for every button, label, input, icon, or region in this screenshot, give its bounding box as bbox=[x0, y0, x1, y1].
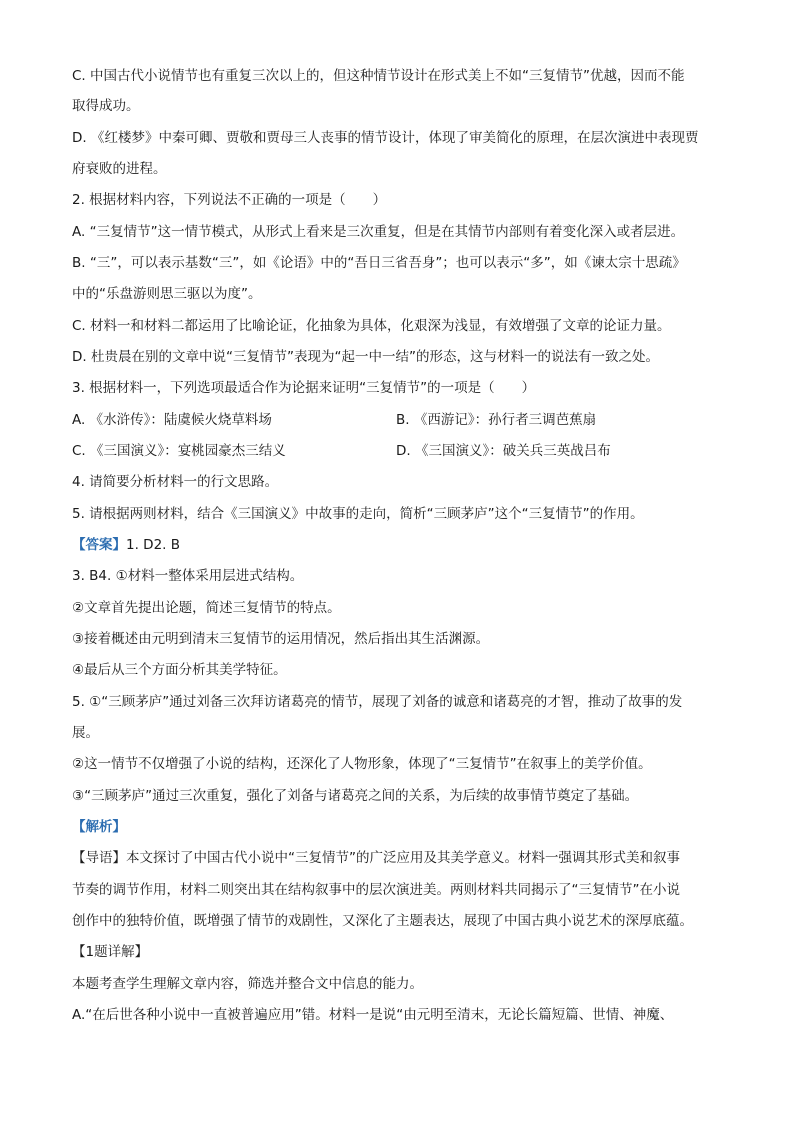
q2-option-b-line-1: B. “三”，可以表示基数“三”，如《论语》中的“吾日三省吾身”；也可以表示“多”，如《谏太宗十思疏》 bbox=[72, 255, 686, 271]
guide-line-1: 【导语】本文探讨了中国古代小说中“三复情节”的广泛应用及其美学意义。材料一强调其形式美和叙事 bbox=[72, 850, 680, 866]
answer-5-point-2: ②这一情节不仅增强了小说的结构，还深化了人物形象，体现了“三复情节”在叙事上的美学价值。 bbox=[72, 756, 652, 772]
q3-option-b: B. 《西游记》：孙行者三调芭蕉扇 bbox=[396, 412, 597, 428]
answer-5-point-1-line-1: 5. ①“三顾茅庐”通过刘备三次拜访诸葛亮的情节，展现了刘备的诚意和诸葛亮的才智，推动了故事的发 bbox=[72, 694, 683, 710]
answer-4-point-2: ②文章首先提出论题，简述三复情节的特点。 bbox=[72, 600, 341, 616]
answer-line bbox=[72, 535, 724, 555]
answer-4-point-3: ③接着概述由元明到清末三复情节的运用情况，然后指出其生活渊源。 bbox=[72, 631, 490, 647]
q2-option-d: D. 杜贵晨在别的文章中说“三复情节”表现为“起一中一结”的形态，这与材料一的说法有一致之处。 bbox=[72, 349, 659, 365]
analysis-tag: 【解析】 bbox=[72, 819, 126, 835]
question-5: 5. 请根据两则材料，结合《三国演义》中故事的走向，简析“三顾茅庐”这个“三复情节”的作用。 bbox=[72, 506, 644, 522]
answer-text: 1. D2. B bbox=[126, 537, 180, 553]
question-2: 2. 根据材料内容，下列说法不正确的一项是（ ） bbox=[72, 192, 387, 208]
answer-3-4: 3. B4. ①材料一整体采用层进式结构。 bbox=[72, 568, 304, 584]
option-d-line-2: 府衰败的进程。 bbox=[72, 161, 167, 177]
question-4: 4. 请简要分析材料一的行文思路。 bbox=[72, 474, 279, 490]
answer-tag: 【答案】 bbox=[72, 537, 126, 553]
option-d-line-1: D. 《红楼梦》中秦可卿、贾敬和贾母三人丧事的情节设计，体现了审美简化的原理，在层次演进中表现贾 bbox=[72, 130, 699, 146]
q2-option-a: A. “三复情节”这一情节模式，从形式上看来是三次重复，但是在其情节内部则有着变化深入或者层进。 bbox=[72, 224, 685, 240]
answer-5-point-1-line-2: 展。 bbox=[72, 725, 99, 741]
q3-options-row-2 bbox=[72, 441, 724, 461]
q3-option-a: A. 《水浒传》：陆虞候火烧草料场 bbox=[72, 412, 272, 428]
q2-option-c: C. 材料一和材料二都运用了比喻论证，化抽象为具体，化艰深为浅显，有效增强了文章的论证力量。 bbox=[72, 318, 671, 334]
q3-options-row-1 bbox=[72, 410, 724, 430]
q3-option-d: D. 《三国演义》：破关兵三英战吕布 bbox=[396, 443, 611, 459]
option-c-line-2: 取得成功。 bbox=[72, 98, 140, 114]
q2-option-b-line-2: 中的“乐盘游则思三驱以为度”。 bbox=[72, 286, 262, 302]
answer-4-point-4: ④最后从三个方面分析其美学特征。 bbox=[72, 662, 287, 678]
q1-detail-heading: 【1题详解】 bbox=[72, 944, 149, 960]
guide-line-2: 节奏的调节作用，材料二则突出其在结构叙事中的层次演进美。两则材料共同揭示了“三复情节”在小说 bbox=[72, 882, 680, 898]
question-3: 3. 根据材料一，下列选项最适合作为论据来证明“三复情节”的一项是（ ） bbox=[72, 380, 536, 396]
q3-option-c: C. 《三国演义》：宴桃园豪杰三结义 bbox=[72, 443, 286, 459]
q1-detail-intro: 本题考查学生理解文章内容，筛选并整合文中信息的能力。 bbox=[72, 976, 423, 992]
q1-detail-a: A.“在后世各种小说中一直被普遍应用”错。材料一是说“由元明至清末，无论长篇短篇、世情、神魔、 bbox=[72, 1007, 674, 1023]
analysis-heading bbox=[72, 817, 724, 837]
option-c-line-1: C. 中国古代小说情节也有重复三次以上的，但这种情节设计在形式美上不如“三复情节”优越，因而不能 bbox=[72, 68, 685, 84]
guide-line-3: 创作中的独特价值，既增强了情节的戏剧性，又深化了主题表达，展现了中国古典小说艺术的深厚底蕴。 bbox=[72, 913, 693, 929]
answer-5-point-3: ③“三顾茅庐”通过三次重复，强化了刘备与诸葛亮之间的关系，为后续的故事情节奠定了基础。 bbox=[72, 788, 639, 804]
